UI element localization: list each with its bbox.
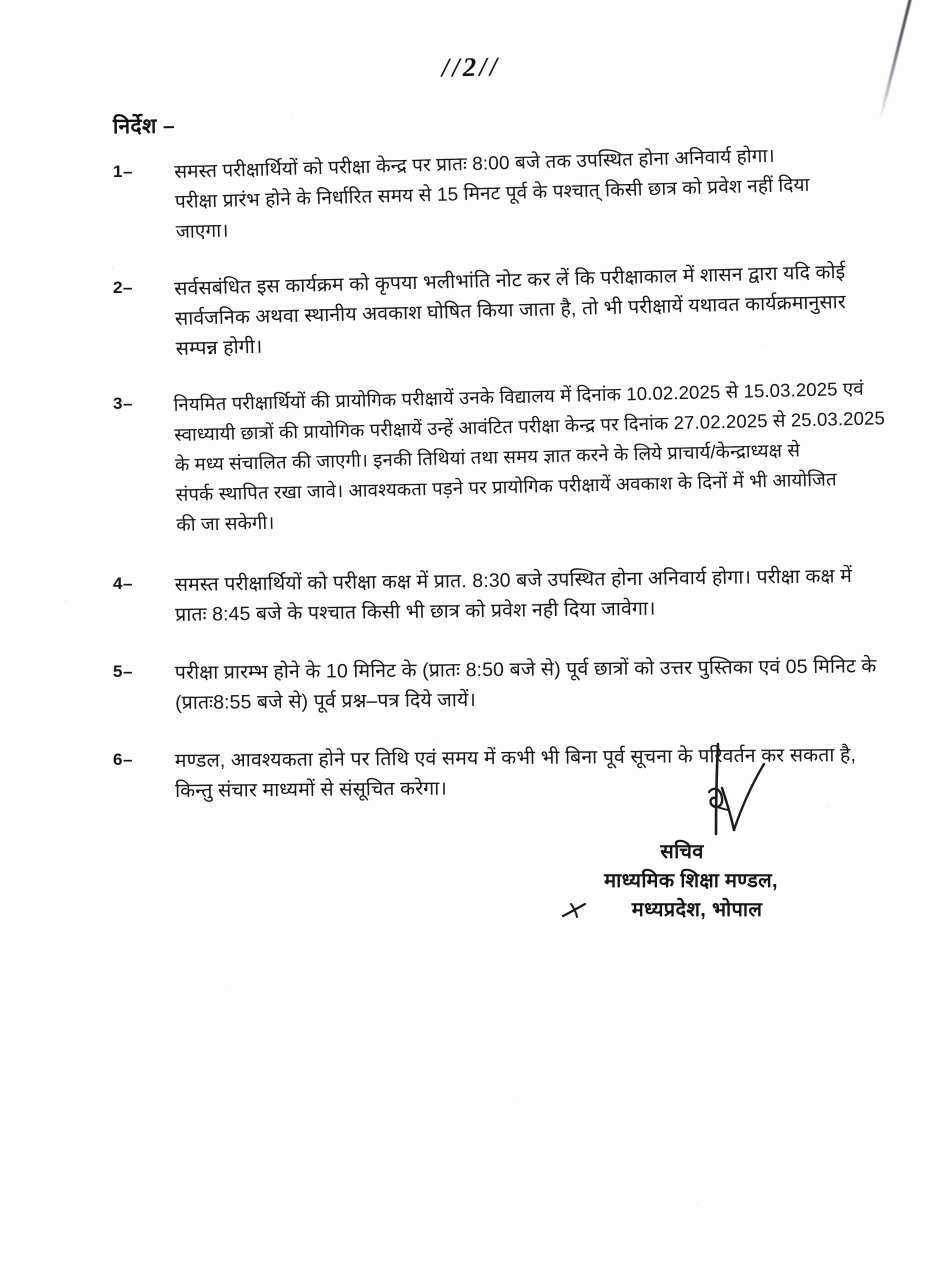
instructions-list [113, 145, 936, 828]
item-text [175, 651, 937, 718]
item-line: सार्वजनिक अथवा स्थानीय अवकाश घोषित किया जाता है, तो भी परीक्षायें यथावत कार्यक्रमानुसार [174, 291, 847, 330]
page-number-marker: //2// [441, 51, 501, 83]
item-line: परीक्षा प्रारंभ होने के निर्धारित समय से 15 मिनट पूर्व के पश्चात् किसी छात्र को प्रवेश नहीं दिया [174, 174, 810, 213]
item-number: 5– [113, 662, 133, 681]
check-mark-icon [562, 900, 588, 929]
list-item [113, 565, 936, 630]
item-line: स्वाध्यायी छात्रों की प्रायोगिक परीक्षायें उन्हें आवंटित परीक्षा केन्द्र पर दिनांक 27.02.2025 से 25.03.2025 [174, 407, 886, 446]
item-line: संपर्क स्थापित रखा जावे। आवश्यकता पड़ने पर प्रायोगिक परीक्षायें अवकाश के दिनों में भी आयोजित [175, 468, 837, 505]
item-line: जाएगा। [175, 220, 229, 243]
item-number: 1– [113, 162, 133, 181]
item-line: की जा सकेगी। [176, 511, 275, 535]
item-line: परीक्षा प्रारम्भ होने के 10 मिनिट के (प्रातः 8:50 बजे से) पूर्व छात्रों को उत्तर पुस्तिका एवं 05 मिनिट के [174, 655, 877, 685]
item-line: नियमित परीक्षार्थियों की प्रायोगिक परीक्षायें उनके विद्यालय में दिनांक 10.02.2025 से 15.03.2025 एवं [173, 377, 864, 416]
item-number: 3– [113, 394, 133, 413]
item-text [173, 372, 937, 540]
item-line: समस्त परीक्षार्थियों को परीक्षा कक्ष में प्रात. 8:30 बजे उपस्थित होना अनिवार्य होगा। परीक्षा कक्ष में [174, 565, 853, 597]
list-item [113, 145, 936, 248]
signatory-location-row [534, 896, 854, 925]
item-text [175, 560, 937, 630]
signatory-location: मध्यप्रदेश, भोपाल [631, 899, 763, 921]
list-item [113, 655, 936, 718]
list-item [113, 377, 936, 540]
item-line: (प्रातः8:55 बजे से) पूर्व प्रश्न–पत्र दिये जायें। [175, 689, 477, 714]
handwritten-signature [534, 742, 854, 842]
item-line: किन्तु संचार माध्यमों से संसूचित करेगा। [175, 777, 447, 802]
item-line: समस्त परीक्षार्थियों को परीक्षा केन्द्र पर प्रातः 8:00 बजे तक उपस्थित होना अनिवार्य होगा। [173, 145, 776, 184]
item-line: मण्डल, आवश्यकता होने पर तिथि एवं समय में कभी भी बिना पूर्व सूचना के परिवर्तन कर सकता है, [174, 744, 857, 773]
list-item [113, 261, 936, 364]
signature-block [534, 742, 854, 925]
item-line: के मध्य संचालित की जाएगी। इनकी तिथियां तथा समय ज्ञात करने के लिये प्राचार्य/केन्द्राध्यक्ष से [174, 439, 801, 475]
item-text [174, 137, 937, 248]
item-line: प्रातः 8:45 बजे के पश्चात किसी भी छात्र को प्रवेश नही दिया जावेगा। [175, 597, 656, 626]
page-title: निर्देश – [112, 114, 176, 139]
item-number: 4– [113, 574, 133, 593]
item-line: सम्पन्न होगी। [175, 335, 263, 360]
signatory-organization: माध्यमिक शिक्षा मण्डल, [604, 870, 778, 892]
signatory-designation: सचिव [660, 841, 704, 863]
item-line: सर्वसबंधित इस कार्यक्रम को कृपया भलीभांति नोट कर लें कि परीक्षाकाल में शासन द्वारा यदि कोई [173, 261, 846, 301]
item-number: 2– [113, 278, 133, 297]
item-text [174, 255, 937, 364]
item-number: 6– [113, 750, 133, 769]
